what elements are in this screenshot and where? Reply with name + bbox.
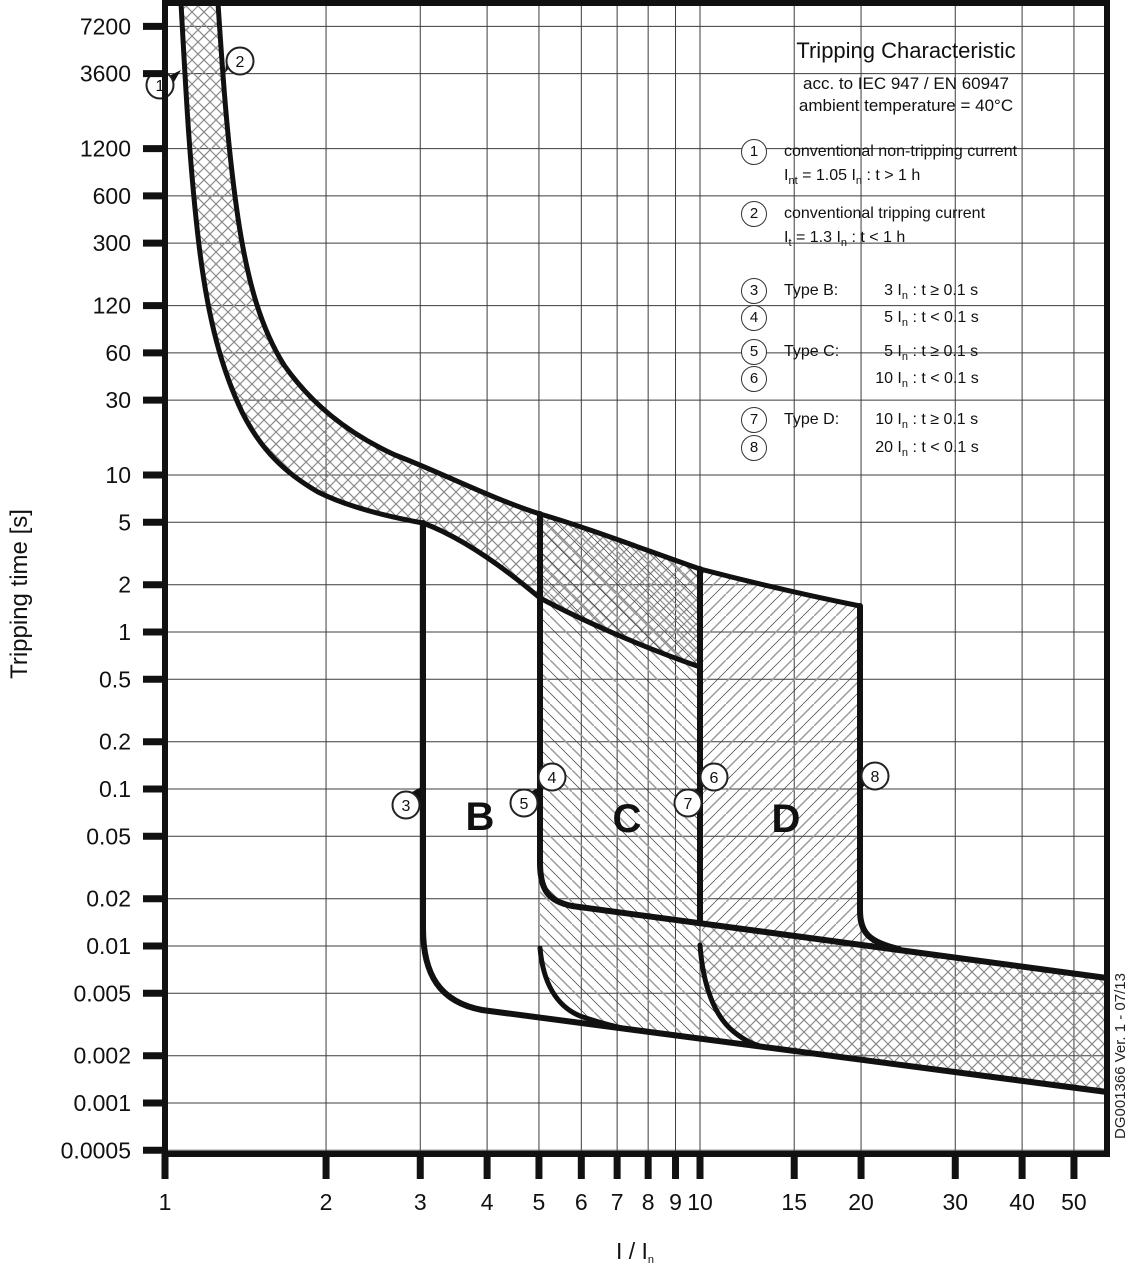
- x-tick-label: 8: [641, 1189, 655, 1215]
- y-tick-label: 0.02: [86, 885, 131, 912]
- y-tick-label: 5: [118, 509, 131, 536]
- legend-item-1-formula: $I_{nt} = 1.05$ $I_n$ : t > 1 h: [784, 167, 921, 187]
- legend-item-8-text: 20 $I_n$ : t < 0.1 s: [875, 439, 979, 459]
- y-tick-label: 600: [92, 182, 131, 209]
- legend-item-8: [741, 435, 979, 461]
- region-letter-c: C: [612, 797, 642, 841]
- legend-item-5-text: Type C: 5 $I_n$ : t ≥ 0.1 s: [784, 343, 979, 363]
- x-tick-label: 30: [942, 1189, 969, 1215]
- y-tick-label: 120: [92, 292, 131, 319]
- chart-subtitle-standard: acc. to IEC 947 / EN 60947: [802, 74, 1009, 93]
- x-tick-label: 3: [413, 1189, 427, 1215]
- legend-item-2: [741, 201, 985, 250]
- svg-text:4: 4: [547, 770, 557, 787]
- legend-item-6: [741, 366, 979, 392]
- x-tick-label: 7: [610, 1189, 624, 1215]
- y-tick-label: 1200: [79, 135, 131, 162]
- plot-marker-7: [675, 790, 702, 817]
- plot-marker-4: [539, 764, 566, 791]
- svg-text:3: 3: [401, 798, 411, 815]
- legend-circle-3: 3: [741, 278, 767, 304]
- x-axis-title: I / $I_n$: [615, 1238, 655, 1266]
- legend-item-5: [741, 339, 978, 365]
- legend-circle-5: 5: [741, 339, 767, 365]
- y-tick-label: 2: [118, 571, 131, 598]
- legend-circle-4: 4: [741, 305, 767, 331]
- region-letter-d: D: [771, 797, 801, 841]
- y-tick-label: 1: [118, 619, 131, 645]
- svg-text:5: 5: [519, 796, 529, 813]
- legend-circle-8: 8: [741, 435, 767, 461]
- legend-item-3-text: Type B: 3 $I_n$ : t ≥ 0.1 s: [784, 282, 979, 302]
- x-tick-label: 5: [532, 1189, 546, 1215]
- y-axis-title: Tripping time [s]: [6, 509, 33, 679]
- plot-marker-6: [701, 764, 728, 791]
- chart-header: [700, 38, 1112, 118]
- y-tick-label: 3600: [79, 60, 131, 87]
- y-tick-label: 0.05: [86, 823, 131, 850]
- y-tick-label: 0.5: [99, 666, 131, 693]
- svg-text:1: 1: [155, 78, 165, 95]
- legend-item-7-text: Type D: 10 $I_n$ : t ≥ 0.1 s: [784, 411, 979, 431]
- x-tick-label: 10: [687, 1189, 713, 1215]
- legend-item-1-text: [784, 139, 1017, 188]
- legend-item-6-text: 10 $I_n$ : t < 0.1 s: [875, 370, 979, 390]
- svg-text:2: 2: [235, 54, 245, 71]
- y-tick-label: 10: [105, 462, 131, 488]
- legend-item-2-text: [784, 201, 985, 250]
- y-tick-label: 0.1: [99, 776, 131, 802]
- type-d-region: [700, 569, 899, 949]
- y-tick-label: 0.0005: [60, 1137, 131, 1164]
- legend-item-2-formula: $I_t = 1.3$ $I_n$ : t < 1 h: [784, 229, 906, 249]
- svg-text:6: 6: [709, 770, 719, 787]
- legend-item-1: [741, 139, 1017, 188]
- svg-text:7: 7: [683, 796, 693, 813]
- x-tick-label: 2: [319, 1189, 333, 1215]
- legend-item-1-line1: conventional non-tripping current: [784, 143, 1018, 160]
- y-tick-label: 0.2: [99, 728, 131, 755]
- y-tick-label: 0.002: [73, 1042, 131, 1069]
- region-letter-b: B: [465, 795, 495, 839]
- legend-circle-6: 6: [741, 366, 767, 392]
- x-tick-label: 50: [1061, 1189, 1087, 1215]
- plot-marker-5: [511, 790, 538, 817]
- legend-circle-1: 1: [741, 139, 767, 165]
- legend-item-7: [741, 407, 978, 433]
- legend-circle-2: 2: [741, 201, 767, 227]
- plot-marker-2: [227, 48, 254, 75]
- legend-circle-7: 7: [741, 407, 767, 433]
- legend-item-4: [741, 305, 979, 331]
- document-number-watermark: DG001366 Ver. 1 - 07/13: [1112, 973, 1129, 1139]
- y-tick-label: 7200: [79, 13, 131, 40]
- y-tick-label: 60: [105, 339, 131, 366]
- y-tick-label: 0.01: [86, 933, 131, 959]
- y-tick-label: 0.001: [73, 1090, 131, 1116]
- legend-item-4-text: 5 $I_n$ : t < 0.1 s: [884, 309, 979, 329]
- x-tick-label: 4: [480, 1189, 494, 1215]
- chart-title: Tripping Characteristic: [796, 38, 1016, 63]
- y-tick-label: 30: [105, 387, 131, 414]
- x-tick-label: 9: [669, 1189, 682, 1215]
- chart-subtitle-temperature: ambient temperature = 40°C: [798, 96, 1014, 115]
- x-tick-label: 20: [848, 1189, 874, 1215]
- legend-item-3: [741, 278, 978, 304]
- plot-marker-3: [393, 792, 420, 819]
- plot-marker-8: [862, 763, 889, 790]
- svg-text:8: 8: [870, 769, 880, 786]
- legend-item-2-line1: conventional tripping current: [784, 205, 986, 222]
- x-tick-label: 1: [158, 1189, 172, 1215]
- y-tick-label: 0.005: [73, 980, 131, 1007]
- x-tick-label: 6: [574, 1189, 588, 1215]
- y-tick-label: 300: [92, 230, 131, 257]
- x-tick-label: 15: [781, 1189, 808, 1215]
- x-tick-label: 40: [1009, 1189, 1035, 1215]
